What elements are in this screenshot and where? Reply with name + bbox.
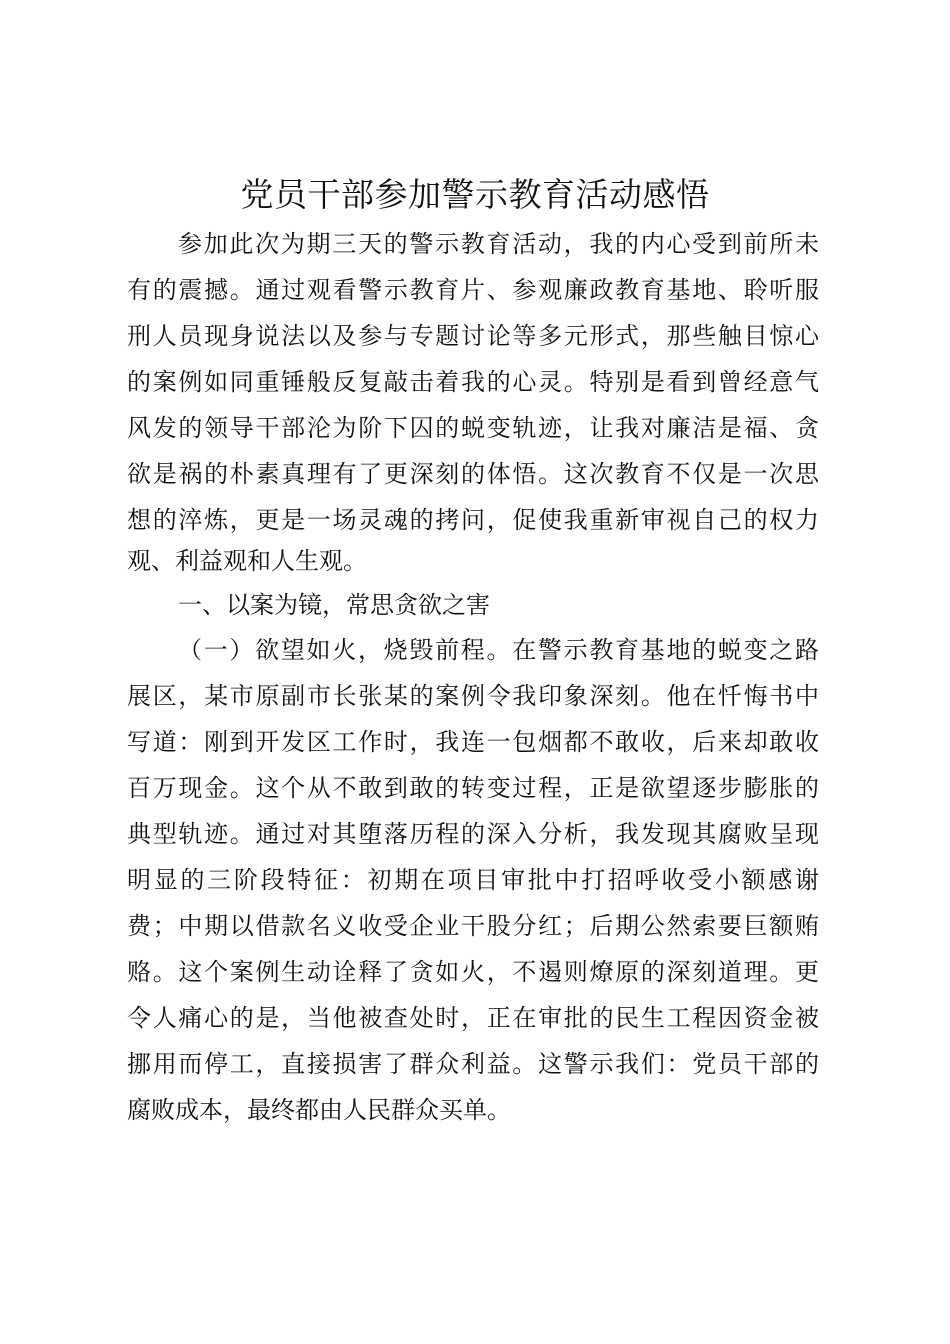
paragraph-line: 观、利益观和人生观。 (127, 547, 367, 575)
document-title: 党员干部参加警示教育活动感悟 (240, 175, 710, 214)
paragraph-line: 赂。这个案例生动诠释了贪如火，不遏则燎原的深刻道理。更 (127, 958, 819, 986)
paragraph-line: 风发的领导干部沦为阶下囚的蜕变轨迹，让我对廉洁是福、贪 (127, 414, 819, 442)
paragraph-line: 典型轨迹。通过对其堕落历程的深入分析，我发现其腐败呈现 (127, 820, 819, 848)
paragraph-line: 欲是祸的朴素真理有了更深刻的体悟。这次教育不仅是一次思 (127, 460, 819, 488)
paragraph-line: 腐败成本，最终都由人民群众买单。 (127, 1096, 511, 1124)
paragraph-line: 刑人员现身说法以及参与专题讨论等多元形式，那些触目惊心 (127, 322, 819, 350)
paragraph-line: 明显的三阶段特征：初期在项目审批中打招呼收受小额感谢 (127, 866, 819, 894)
section-heading: 一、以案为镜，常思贪欲之害 (178, 591, 490, 619)
paragraph-line: 令人痛心的是，当他被查处时，正在审批的民生工程因资金被 (127, 1004, 819, 1032)
paragraph-line: 挪用而停工，直接损害了群众利益。这警示我们：党员干部的 (127, 1050, 819, 1078)
paragraph-line: 有的震撼。通过观看警示教育片、参观廉政教育基地、聆听服 (127, 276, 819, 304)
paragraph-line: （一）欲望如火，烧毁前程。在警示教育基地的蜕变之路 (178, 636, 819, 664)
paragraph-line: 的案例如同重锤般反复敲击着我的心灵。特别是看到曾经意气 (127, 368, 819, 396)
paragraph-line: 想的淬炼，更是一场灵魂的拷问，促使我重新审视自己的权力 (127, 506, 819, 534)
paragraph-line: 费；中期以借款名义收受企业干股分红；后期公然索要巨额贿 (127, 912, 819, 940)
paragraph-line: 百万现金。这个从不敢到敢的转变过程，正是欲望逐步膨胀的 (127, 774, 819, 802)
paragraph-line: 参加此次为期三天的警示教育活动，我的内心受到前所未 (178, 230, 819, 258)
paragraph-line: 展区，某市原副市长张某的案例令我印象深刻。他在忏悔书中 (127, 682, 819, 710)
paragraph-line: 写道：刚到开发区工作时，我连一包烟都不敢收，后来却敢收 (127, 728, 819, 756)
